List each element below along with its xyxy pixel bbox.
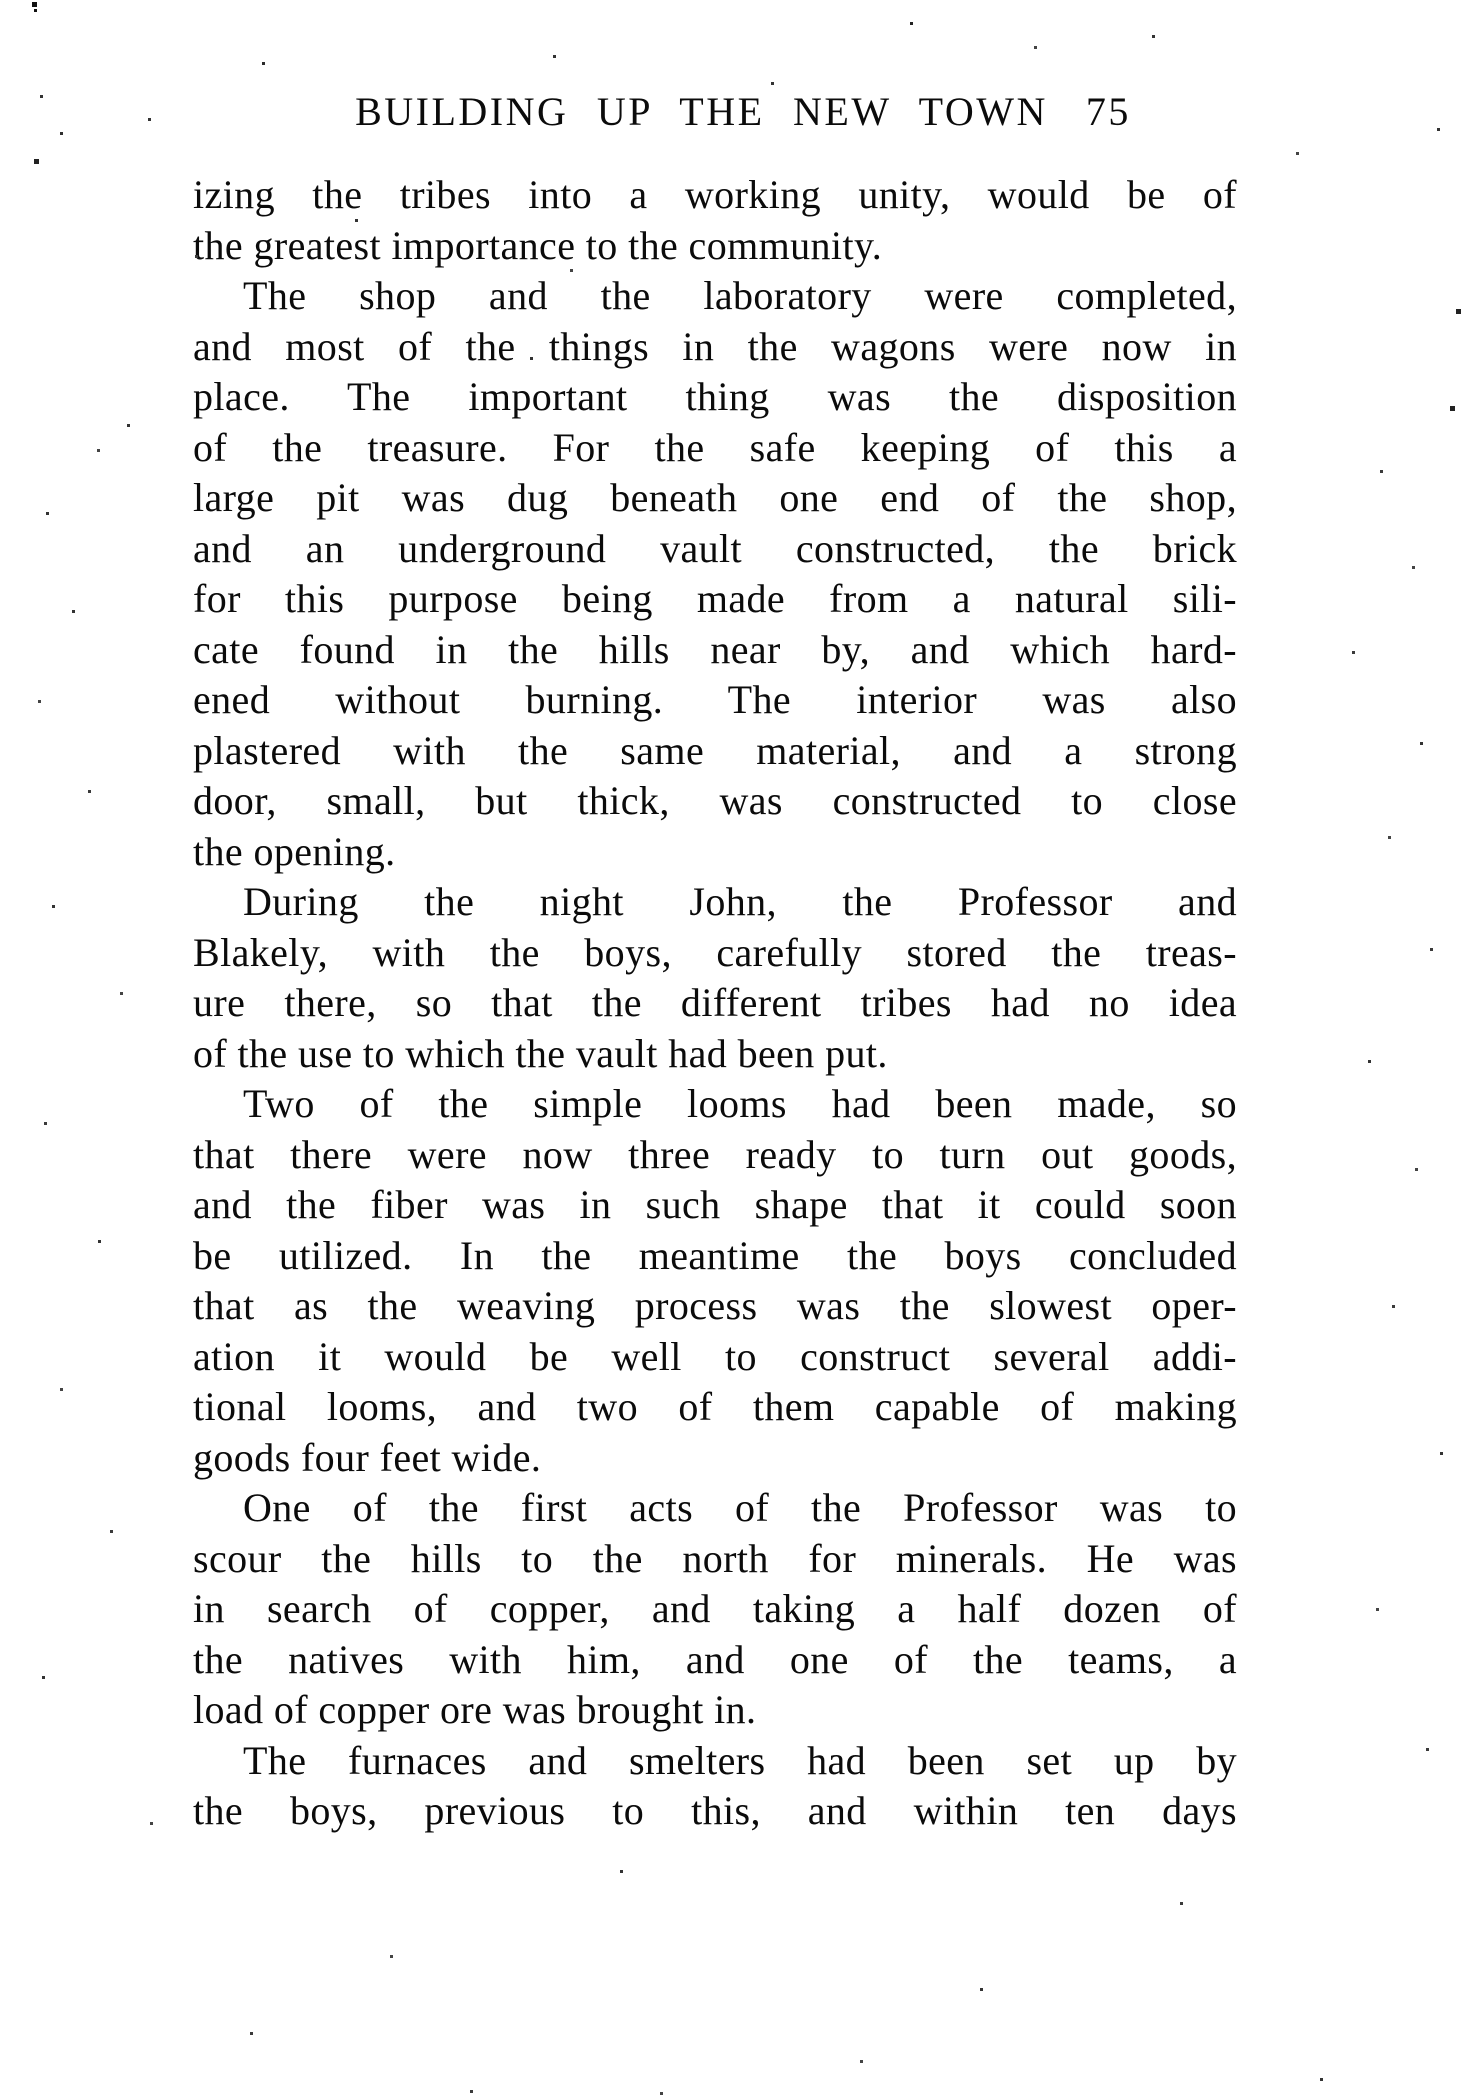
text-line: and an underground vault constructed, the brick (193, 525, 1237, 571)
text-line: goods four feet wide. (193, 1434, 542, 1480)
text-line: The furnaces and smelters had been set up by (243, 1737, 1237, 1783)
text-line: tional looms, and two of them capable of making (193, 1384, 1237, 1429)
text-line: During the night John, the Professor and (243, 879, 1237, 924)
text-line: scour the hills to the north for minerals. He was (193, 1535, 1237, 1581)
text-line: the natives with him, and one of the teams, a (193, 1636, 1237, 1682)
text-line: the greatest importance to the community. (193, 222, 883, 268)
text-line: and most of the things in the wagons were now in (193, 323, 1237, 369)
text-line: that there were now three ready to turn out goods, (193, 1131, 1237, 1177)
text-line: The shop and the laboratory were completed, (243, 273, 1237, 318)
chapter-title: BUILDING UP THE NEW TOWN (355, 89, 1048, 134)
text-line: that as the weaving process was the slowest oper- (193, 1283, 1237, 1328)
running-header (221, 88, 1265, 135)
text-line: the boys, previous to this, and within ten days (193, 1788, 1237, 1833)
text-line: izing the tribes into a working unity, would be of (193, 172, 1237, 217)
text-line: the opening. (193, 828, 396, 874)
text-line: load of copper ore was brought in. (193, 1687, 757, 1732)
text-line: in search of copper, and taking a half dozen of (193, 1586, 1237, 1631)
body-text (193, 170, 1237, 1837)
text-line: ure there, so that the different tribes had no idea (193, 980, 1237, 1025)
page-number: 75 (1085, 89, 1131, 134)
text-line: Two of the simple looms had been made, so (243, 1081, 1237, 1126)
text-line: cate found in the hills near by, and which hard- (193, 626, 1237, 672)
text-line: ened without burning. The interior was also (193, 677, 1237, 722)
text-line: large pit was dug beneath one end of the shop, (193, 475, 1237, 520)
text-line: of the treasure. For the safe keeping of this a (193, 424, 1237, 470)
text-line: place. The important thing was the disposition (193, 374, 1237, 419)
text-line: door, small, but thick, was constructed to close (193, 778, 1237, 823)
text-line: be utilized. In the meantime the boys concluded (193, 1232, 1237, 1278)
text-line: Blakely, with the boys, carefully stored the treas- (193, 929, 1237, 975)
text-line: plastered with the same material, and a strong (193, 727, 1237, 773)
text-line: One of the first acts of the Professor was to (243, 1485, 1237, 1530)
text-line: of the use to which the vault had been put. (193, 1030, 888, 1076)
text-line: ation it would be well to construct several addi- (193, 1333, 1237, 1379)
text-line: for this purpose being made from a natural sili- (193, 576, 1237, 621)
scan-noise (0, 0, 3, 3)
text-line: and the fiber was in such shape that it could soon (193, 1182, 1237, 1227)
